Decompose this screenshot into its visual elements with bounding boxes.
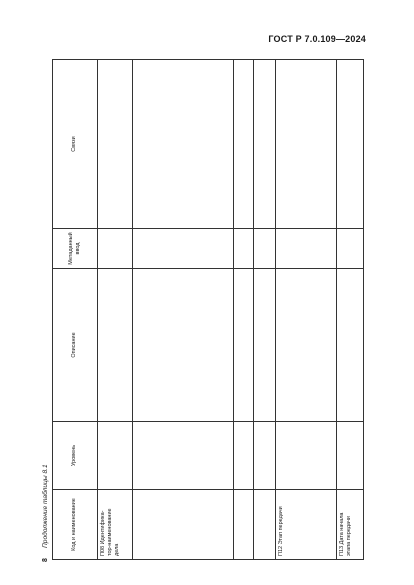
table-cell-description bbox=[98, 269, 133, 422]
column-header: Код и наименование bbox=[53, 490, 98, 560]
table-cell-meta bbox=[98, 229, 133, 269]
table-cell-links bbox=[98, 60, 133, 229]
rotated-table-block bbox=[42, 60, 372, 560]
column-header: Описание bbox=[53, 269, 98, 422]
table-cell-meta bbox=[133, 229, 234, 269]
table-cell-level bbox=[254, 422, 276, 490]
table-cell-links bbox=[234, 60, 254, 229]
table-cell-links bbox=[276, 60, 337, 229]
table-header-row bbox=[53, 60, 98, 560]
caption-text: Продолжение таблицы 8.1 bbox=[42, 464, 49, 548]
table-cell-links bbox=[133, 60, 234, 229]
table-cell-meta bbox=[254, 229, 276, 269]
table-cell-links bbox=[254, 60, 276, 229]
table-cell-description bbox=[254, 269, 276, 422]
table-cell-meta bbox=[337, 229, 364, 269]
table-cell-code: П13 Дата начала этапа передачи bbox=[337, 490, 364, 560]
table-row bbox=[98, 60, 133, 560]
table-cell-level bbox=[98, 422, 133, 490]
table-row bbox=[276, 60, 337, 560]
table-row bbox=[337, 60, 364, 560]
table-cell-code bbox=[133, 490, 234, 560]
table-cell-code bbox=[234, 490, 254, 560]
table-cell-links bbox=[337, 60, 364, 229]
table-cell-meta bbox=[276, 229, 337, 269]
table-cell-description bbox=[276, 269, 337, 422]
column-header: Связи bbox=[53, 60, 98, 229]
metadata-table bbox=[52, 59, 364, 560]
table-cell-level bbox=[337, 422, 364, 490]
column-header: Метаданный ввод bbox=[53, 229, 98, 269]
table-cell-description bbox=[234, 269, 254, 422]
table-continuation-caption bbox=[42, 60, 52, 560]
table-cell-meta bbox=[234, 229, 254, 269]
table-cell-code: П12 Этап передачи bbox=[276, 490, 337, 560]
table-cell-level bbox=[133, 422, 234, 490]
page-number: 8 bbox=[42, 558, 49, 562]
table-cell-code bbox=[254, 490, 276, 560]
table-row bbox=[234, 60, 254, 560]
table-cell-description bbox=[337, 269, 364, 422]
table-row bbox=[133, 60, 234, 560]
document-code: ГОСТ Р 7.0.109—2024 bbox=[268, 34, 366, 44]
table-cell-code: П08 Идентифика- тор-наименование дела bbox=[98, 490, 133, 560]
column-header: Уровень bbox=[53, 422, 98, 490]
table-row bbox=[254, 60, 276, 560]
table-cell-level bbox=[276, 422, 337, 490]
table-cell-description bbox=[133, 269, 234, 422]
table-cell-level bbox=[234, 422, 254, 490]
